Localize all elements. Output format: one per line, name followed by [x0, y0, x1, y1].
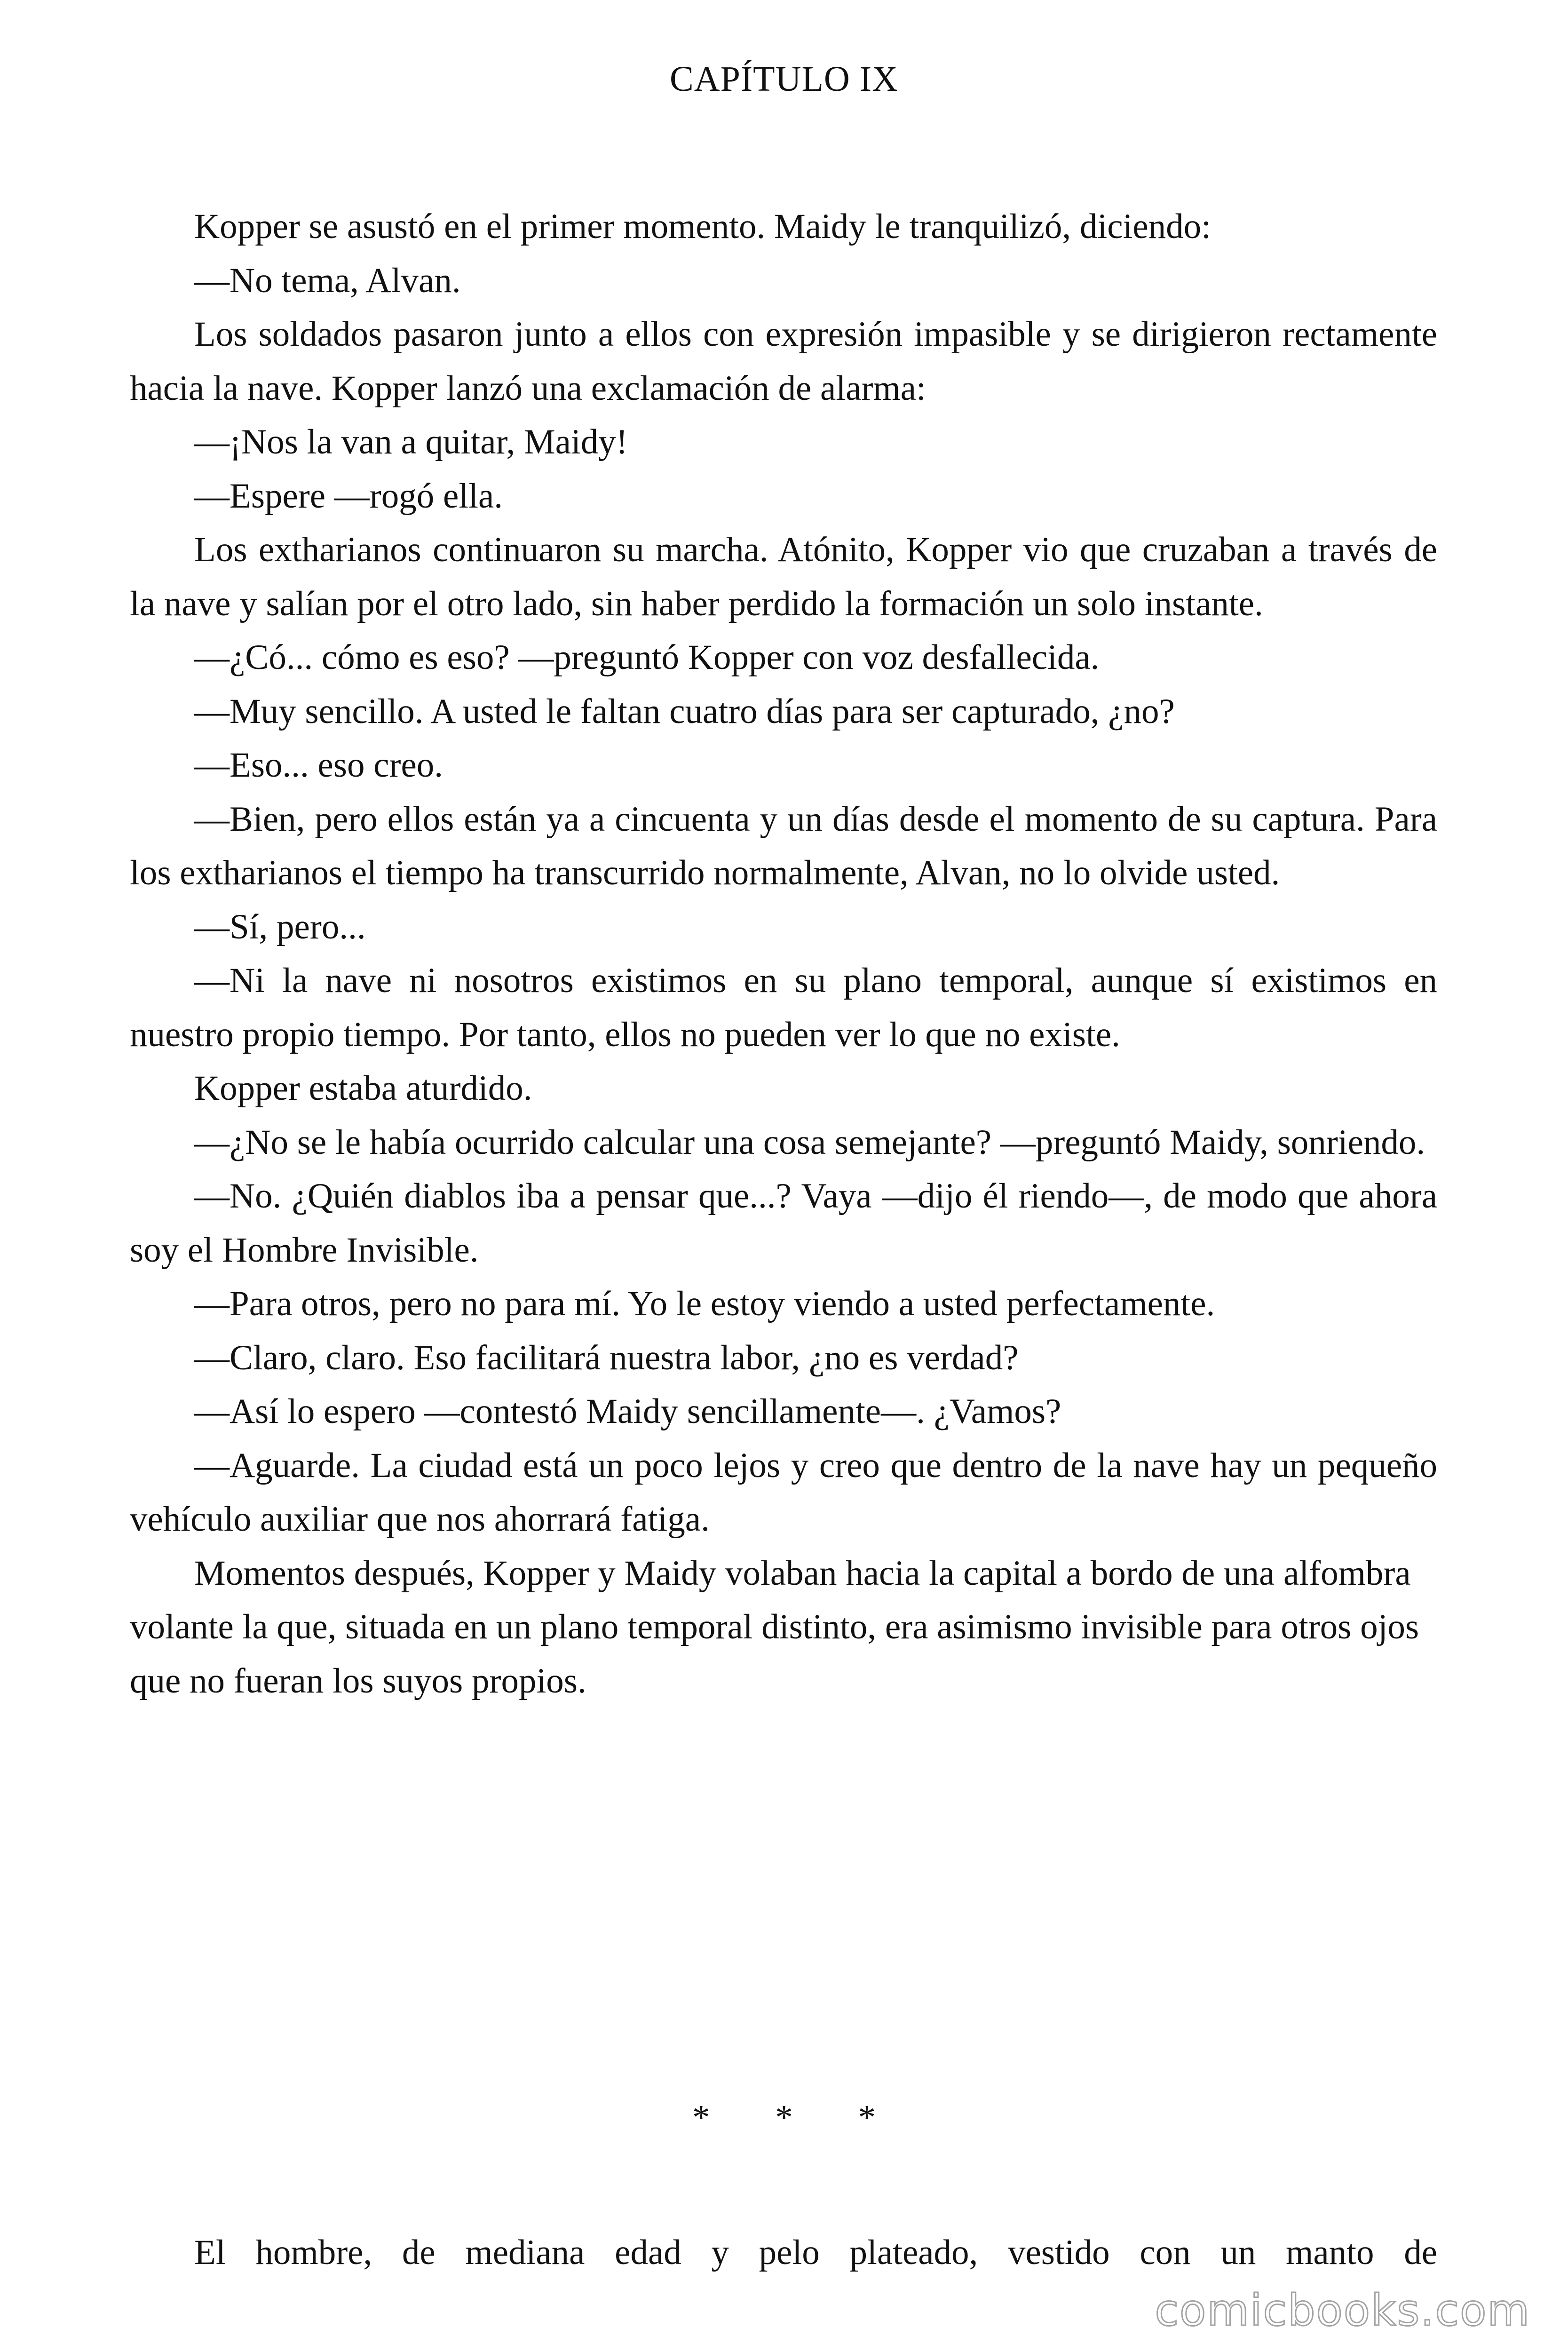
paragraph: —Aguarde. La ciudad está un poco lejos y creo que dentro de la nave hay un pequeño vehículo auxiliar que nos ahorrará fatiga.: [130, 1446, 1437, 1539]
paragraph: —¡Nos la van a quitar, Maidy!: [194, 422, 628, 461]
section-separator: [0, 2094, 1568, 2141]
asterisk: *: [858, 2098, 876, 2137]
chapter-body: [130, 200, 1437, 1708]
paragraph: —Bien, pero ellos están ya a cincuenta y un días desde el momento de su captura. Para los extharianos el tiempo ha transcurrido normalmente, Alvan, no lo olvide usted.: [130, 799, 1437, 892]
paragraph: Momentos después, Kopper y Maidy volaban hacia la capital a bordo de una alfombra volante la que, situada en un plano temporal distinto, era asimismo invisible para otros ojos que no fueran los suyos propios.: [130, 1553, 1419, 1700]
paragraph: —Así lo espero —contestó Maidy sencillamente—. ¿Vamos?: [194, 1392, 1061, 1431]
paragraph: El hombre, de mediana edad y pelo plateado, vestido con un manto de: [194, 2233, 1437, 2272]
paragraph: Los soldados pasaron junto a ellos con expresión impasible y se dirigieron rectamente hacia la nave. Kopper lanzó una exclamación de alarma:: [130, 315, 1437, 408]
paragraph: —¿Có... cómo es eso? —preguntó Kopper con voz desfallecida.: [194, 638, 1100, 677]
next-section-text: [130, 2226, 1437, 2280]
paragraph: —No tema, Alvan.: [194, 261, 461, 300]
paragraph: —Claro, claro. Eso facilitará nuestra labor, ¿no es verdad?: [194, 1338, 1019, 1377]
chapter-title: CAPÍTULO IX: [670, 59, 898, 99]
paragraph: Kopper se asustó en el primer momento. Maidy le tranquilizó, diciendo:: [194, 207, 1211, 246]
paragraph: —Para otros, pero no para mí. Yo le estoy viendo a usted perfectamente.: [194, 1284, 1215, 1323]
watermark: comicbooks.com: [1155, 2285, 1530, 2336]
paragraph: Los extharianos continuaron su marcha. Atónito, Kopper vio que cruzaban a través de la nave y salían por el otro lado, sin haber perdido la formación un solo instante.: [130, 530, 1437, 623]
paragraph: —Eso... eso creo.: [194, 746, 443, 785]
asterisk: *: [775, 2098, 793, 2137]
paragraph: —Espere —rogó ella.: [194, 476, 503, 516]
paragraph: —No. ¿Quién diablos iba a pensar que...? Vaya —dijo él riendo—, de modo que ahora soy el Hombre Invisible.: [130, 1176, 1437, 1270]
paragraph: —Sí, pero...: [194, 907, 366, 946]
asterisk: *: [692, 2098, 710, 2137]
paragraph: —Muy sencillo. A usted le faltan cuatro días para ser capturado, ¿no?: [194, 691, 1175, 731]
paragraph: —Ni la nave ni nosotros existimos en su plano temporal, aunque sí existimos en nuestro propio tiempo. Por tanto, ellos no pueden ver lo que no existe.: [130, 961, 1437, 1054]
paragraph: Kopper estaba aturdido.: [194, 1069, 532, 1108]
paragraph: —¿No se le había ocurrido calcular una cosa semejante? —preguntó Maidy, sonriendo.: [194, 1122, 1425, 1162]
